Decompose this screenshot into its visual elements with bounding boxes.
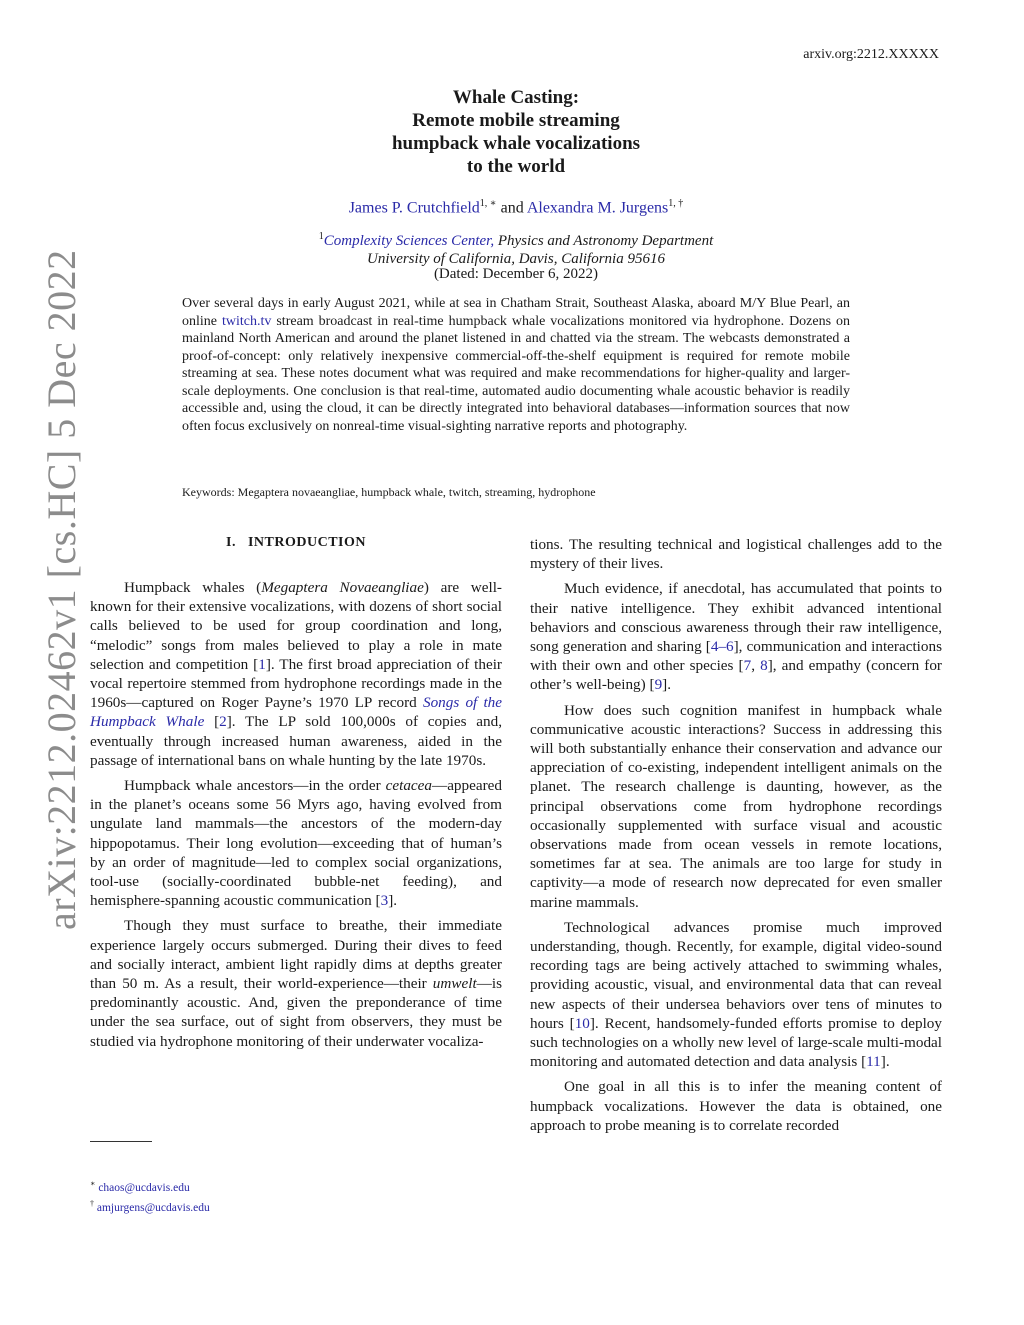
citation-1[interactable]: 1 bbox=[258, 655, 266, 673]
author1-marks: 1, ∗ bbox=[479, 198, 497, 209]
citation-9[interactable]: 9 bbox=[654, 676, 663, 694]
title-line-1: Whale Casting: bbox=[452, 87, 580, 108]
citation-8[interactable]: 8 bbox=[760, 657, 768, 675]
songs-record-link[interactable]: Songs of the Humpback Whale bbox=[90, 694, 503, 731]
footnote-mark-1: ∗ bbox=[90, 1179, 96, 1188]
citation-10[interactable]: 10 bbox=[574, 1014, 590, 1032]
citation-11[interactable]: 11 bbox=[866, 1053, 881, 1071]
intro-paragraph-4: Much evidence, if anecdotal, has accumulated that points to their native intelligence. They exhibit advanced intentional behaviors and conscious awareness through their raw intelligence, song generation and sharing [4–6], communication and interactions with their own and other species [7, 8], and empathy (concern for other’s well-being) [9]. bbox=[530, 580, 942, 694]
title-line-4: to the world bbox=[466, 156, 566, 177]
keywords: Keywords: Megaptera novaeangliae, humpback whale, twitch, streaming, hydrophone bbox=[182, 485, 596, 499]
author-conjunction: and bbox=[500, 199, 524, 217]
order-name: cetacea bbox=[385, 777, 432, 795]
intro-paragraph-2: Humpback whale ancestors—in the order cetacea—appeared in the planet’s oceans some 56 Myrs ago, having evolved from ungulate land mammals—the ancestors of the modern-day hippopotamus. Their long evolution—exceeding that of human’s by an order of magnitude—led to complex social organizations, tool-use (socially-coordinated bubble-net feeding), and hemisphere-spanning acoustic communication [3]. bbox=[90, 777, 502, 910]
arxiv-sidebar-stamp: arXiv:2212.02462v1 [cs.HC] 5 Dec 2022 bbox=[39, 249, 84, 930]
intro-paragraph-5: How does such cognition manifest in humpback whale communicative acoustic interactions? Success in addressing this will both substantially enhance their conservation and advance our appreciation of co-existing, independent intelligent animals on the planet. The research challenge is daunting, however, as the principal observations come from hydrophone recordings occasionally supplemented with surface visual and acoustic observations made from ocean vessels in remote locations, sometimes far at sea. The animals are too large for study in captivity—a mode of research now deprecated for even smaller marine mammals. bbox=[530, 701, 942, 911]
intro-paragraph-6: Technological advances promise much improved understanding, though. Recently, for example, digital video-sound recording tags are being actively attached to swimming whales, providing acoustic, visual, and environmental data that can reveal new aspects of their undersea behaviors over tens of minutes to hours [10]. Recent, handsomely-funded efforts promise to deploy such technologies on a wholly new level of large-scale multi-modal monitoring and automated detection and data analysis [11]. bbox=[530, 918, 942, 1071]
affiliation-mark: 1 bbox=[318, 231, 324, 242]
abstract bbox=[182, 295, 850, 435]
section-title: INTRODUCTION bbox=[247, 535, 366, 550]
arxiv-id-header: arxiv.org:2212.XXXXX bbox=[803, 47, 939, 62]
footnote-rule bbox=[90, 1141, 152, 1142]
right-column bbox=[530, 535, 942, 1141]
abstract-text-2: stream broadcast in real-time humpback whale vocalizations monitored via hydrophone. Dozens on mainland North American and around the planet listened in and chatted via the stream. The webcasts demonstrated a proof-of-concept: only relatively inexpensive commercial-off-the-shelf equipment is required for remote mobile streaming at sea. These notes document what was required and make recommendations for higher-quality and larger-scale deployments. One conclusion is that real-time, automated audio documenting whale acoustic behavior is readily accessible and, using the cloud, it can be directly integrated into behavioral databases—information sources that now often focus exclusively on nonreal-time visual-sighting narrative reports and photography. bbox=[182, 313, 851, 434]
section-number: I. bbox=[226, 535, 236, 550]
email-chaos-link[interactable]: chaos@ucdavis.edu bbox=[98, 1181, 190, 1194]
author-jurgens-link[interactable]: Alexandra M. Jurgens bbox=[526, 199, 669, 217]
author-crutchfield-link[interactable]: James P. Crutchfield bbox=[348, 199, 480, 217]
intro-paragraph-3: Though they must surface to breathe, their immediate experience largely occurs submerged. During their dives to feed and socially interact, ambient light rapidly dims at depths greater than 50 m. As a result, their world-experience—their umwelt—is predominantly acoustic. And, given the preponderance of time under the sea surface, out of sight from observers, they must be studied via hydrophone monitoring of their underwater vocaliza- bbox=[90, 917, 502, 1050]
affiliation bbox=[0, 228, 1024, 268]
title-line-3: humpback whale vocalizations bbox=[391, 133, 641, 154]
section-heading-introduction bbox=[90, 535, 502, 551]
intro-paragraph-1: Humpback whales (Megaptera Novaeangliae) are well-known for their extensive vocalizations, with dozens of short social calls believed to be used for group coordination and long, “melodic” songs from males believed to play a role in mate selection and competition [1]. The first broad appreciation of their vocal repertoire stemmed from hydrophone recordings made in the 1960s—captured on Roger Payne’s 1970 LP record Songs of the Humpback Whale [2]. The LP sold 100,000s of copies and, eventually through increased human awareness, aided in the passage of international bans on whale hunting by the late 1970s. bbox=[90, 579, 503, 769]
author2-marks: 1, † bbox=[668, 198, 684, 209]
umwelt-term: umwelt bbox=[432, 975, 477, 993]
citation-7[interactable]: 7 bbox=[743, 657, 752, 675]
citation-2[interactable]: 2 bbox=[219, 713, 227, 731]
affiliation-university: University of California, Davis, California 95616 bbox=[367, 251, 665, 267]
intro-paragraph-3-continued: tions. The resulting technical and logistical challenges add to the mystery of their lives. bbox=[530, 536, 942, 573]
footnotes bbox=[90, 1176, 210, 1216]
affiliation-dept: Physics and Astronomy Department bbox=[497, 233, 714, 249]
citation-3[interactable]: 3 bbox=[380, 892, 389, 910]
complexity-center-link[interactable]: Complexity Sciences Center, bbox=[323, 233, 495, 249]
email-amjurgens-link[interactable]: amjurgens@ucdavis.edu bbox=[96, 1201, 210, 1214]
left-column bbox=[90, 578, 502, 1057]
abstract-text-1: Over several days in early August 2021, while at sea in Chatham Strait, Southeast Alaska, aboard M/Y Blue Pearl, an online bbox=[182, 296, 850, 329]
species-name: Megaptera Novaeangliae bbox=[261, 579, 424, 596]
dated-line: (Dated: December 6, 2022) bbox=[433, 266, 599, 282]
title-line-2: Remote mobile streaming bbox=[412, 110, 620, 131]
citation-4-6[interactable]: 4–6 bbox=[710, 638, 734, 656]
author-list bbox=[0, 198, 1024, 217]
footnote-mark-2: † bbox=[90, 1198, 94, 1208]
intro-paragraph-7: One goal in all this is to infer the meaning content of humpback vocalizations. However the data is obtained, one approach to probe meaning is to correlate recorded bbox=[530, 1078, 942, 1134]
paper-title bbox=[0, 86, 1024, 178]
twitch-link[interactable]: twitch.tv bbox=[221, 313, 272, 329]
